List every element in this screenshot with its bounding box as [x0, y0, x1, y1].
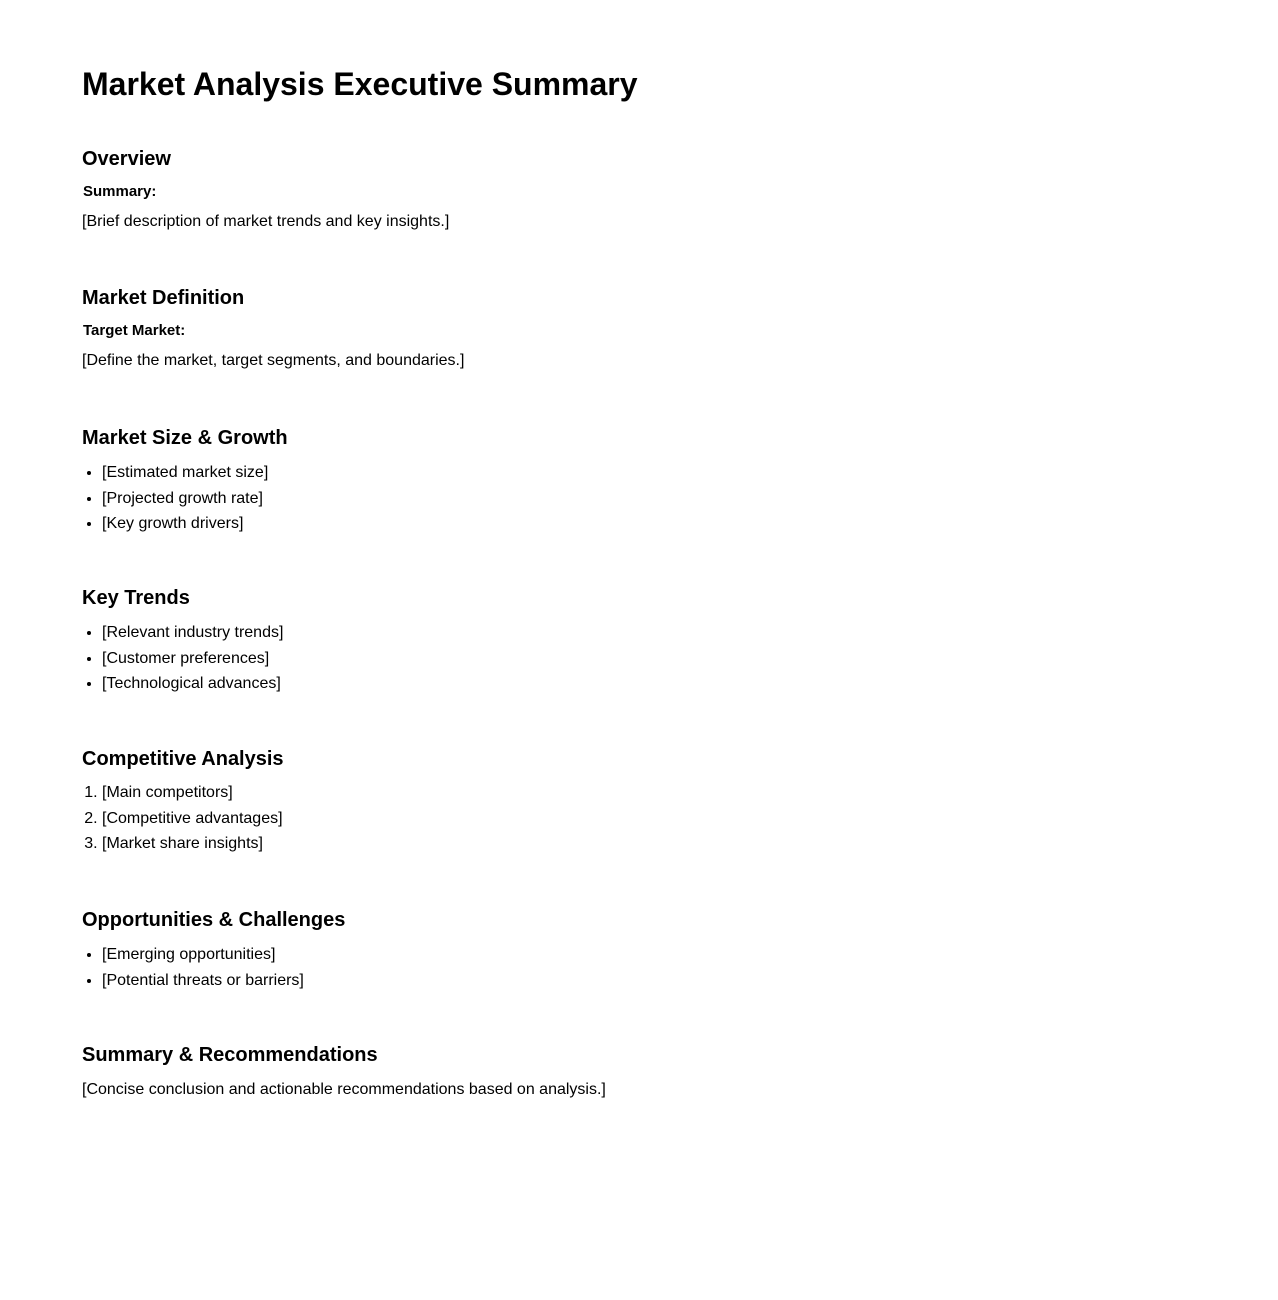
section-heading: Market Size & Growth [82, 427, 288, 449]
recommendations-text: [Concise conclusion and actionable recommendations based on analysis.] [82, 1081, 606, 1098]
summary-text: [Brief description of market trends and key insights.] [82, 213, 450, 230]
list-item: 1. [Main competitors] [102, 783, 283, 809]
numbered-list [82, 783, 283, 860]
list-item: • [Technological advances] [102, 673, 283, 699]
list-item: • [Key growth drivers] [102, 513, 268, 539]
list-item: • [Estimated market size] [102, 462, 268, 488]
section-summary-recommendations [82, 1043, 1182, 1098]
list-item: 3. [Market share insights] [102, 834, 283, 860]
section-competitive-analysis [82, 747, 1182, 853]
section-heading: Opportunities & Challenges [82, 909, 346, 931]
list-item: • [Potential threats or barriers] [102, 970, 304, 996]
bullet-list [82, 944, 304, 995]
list-item: • [Projected growth rate] [102, 488, 268, 514]
target-market-text: [Define the market, target segments, and boundaries.] [82, 352, 465, 369]
section-heading: Key Trends [82, 587, 190, 609]
list-item: • [Relevant industry trends] [102, 622, 283, 648]
target-market-label: Target Market: [83, 322, 186, 339]
summary-label: Summary: [83, 183, 157, 200]
bullet-list [82, 462, 268, 539]
section-market-definition [82, 286, 1182, 369]
section-opportunities-challenges [82, 908, 1182, 989]
bullet-list [82, 622, 283, 699]
section-key-trends [82, 586, 1182, 693]
list-item: 2. [Competitive advantages] [102, 809, 283, 835]
list-item: • [Customer preferences] [102, 648, 283, 674]
section-overview [82, 147, 1182, 230]
section-heading: Overview [82, 148, 171, 170]
list-item: • [Emerging opportunities] [102, 944, 304, 970]
section-market-size-growth [82, 426, 1182, 533]
section-heading: Market Definition [82, 287, 245, 309]
section-heading: Competitive Analysis [82, 748, 284, 770]
page-title: Market Analysis Executive Summary [82, 66, 638, 102]
section-heading: Summary & Recommendations [82, 1044, 378, 1066]
